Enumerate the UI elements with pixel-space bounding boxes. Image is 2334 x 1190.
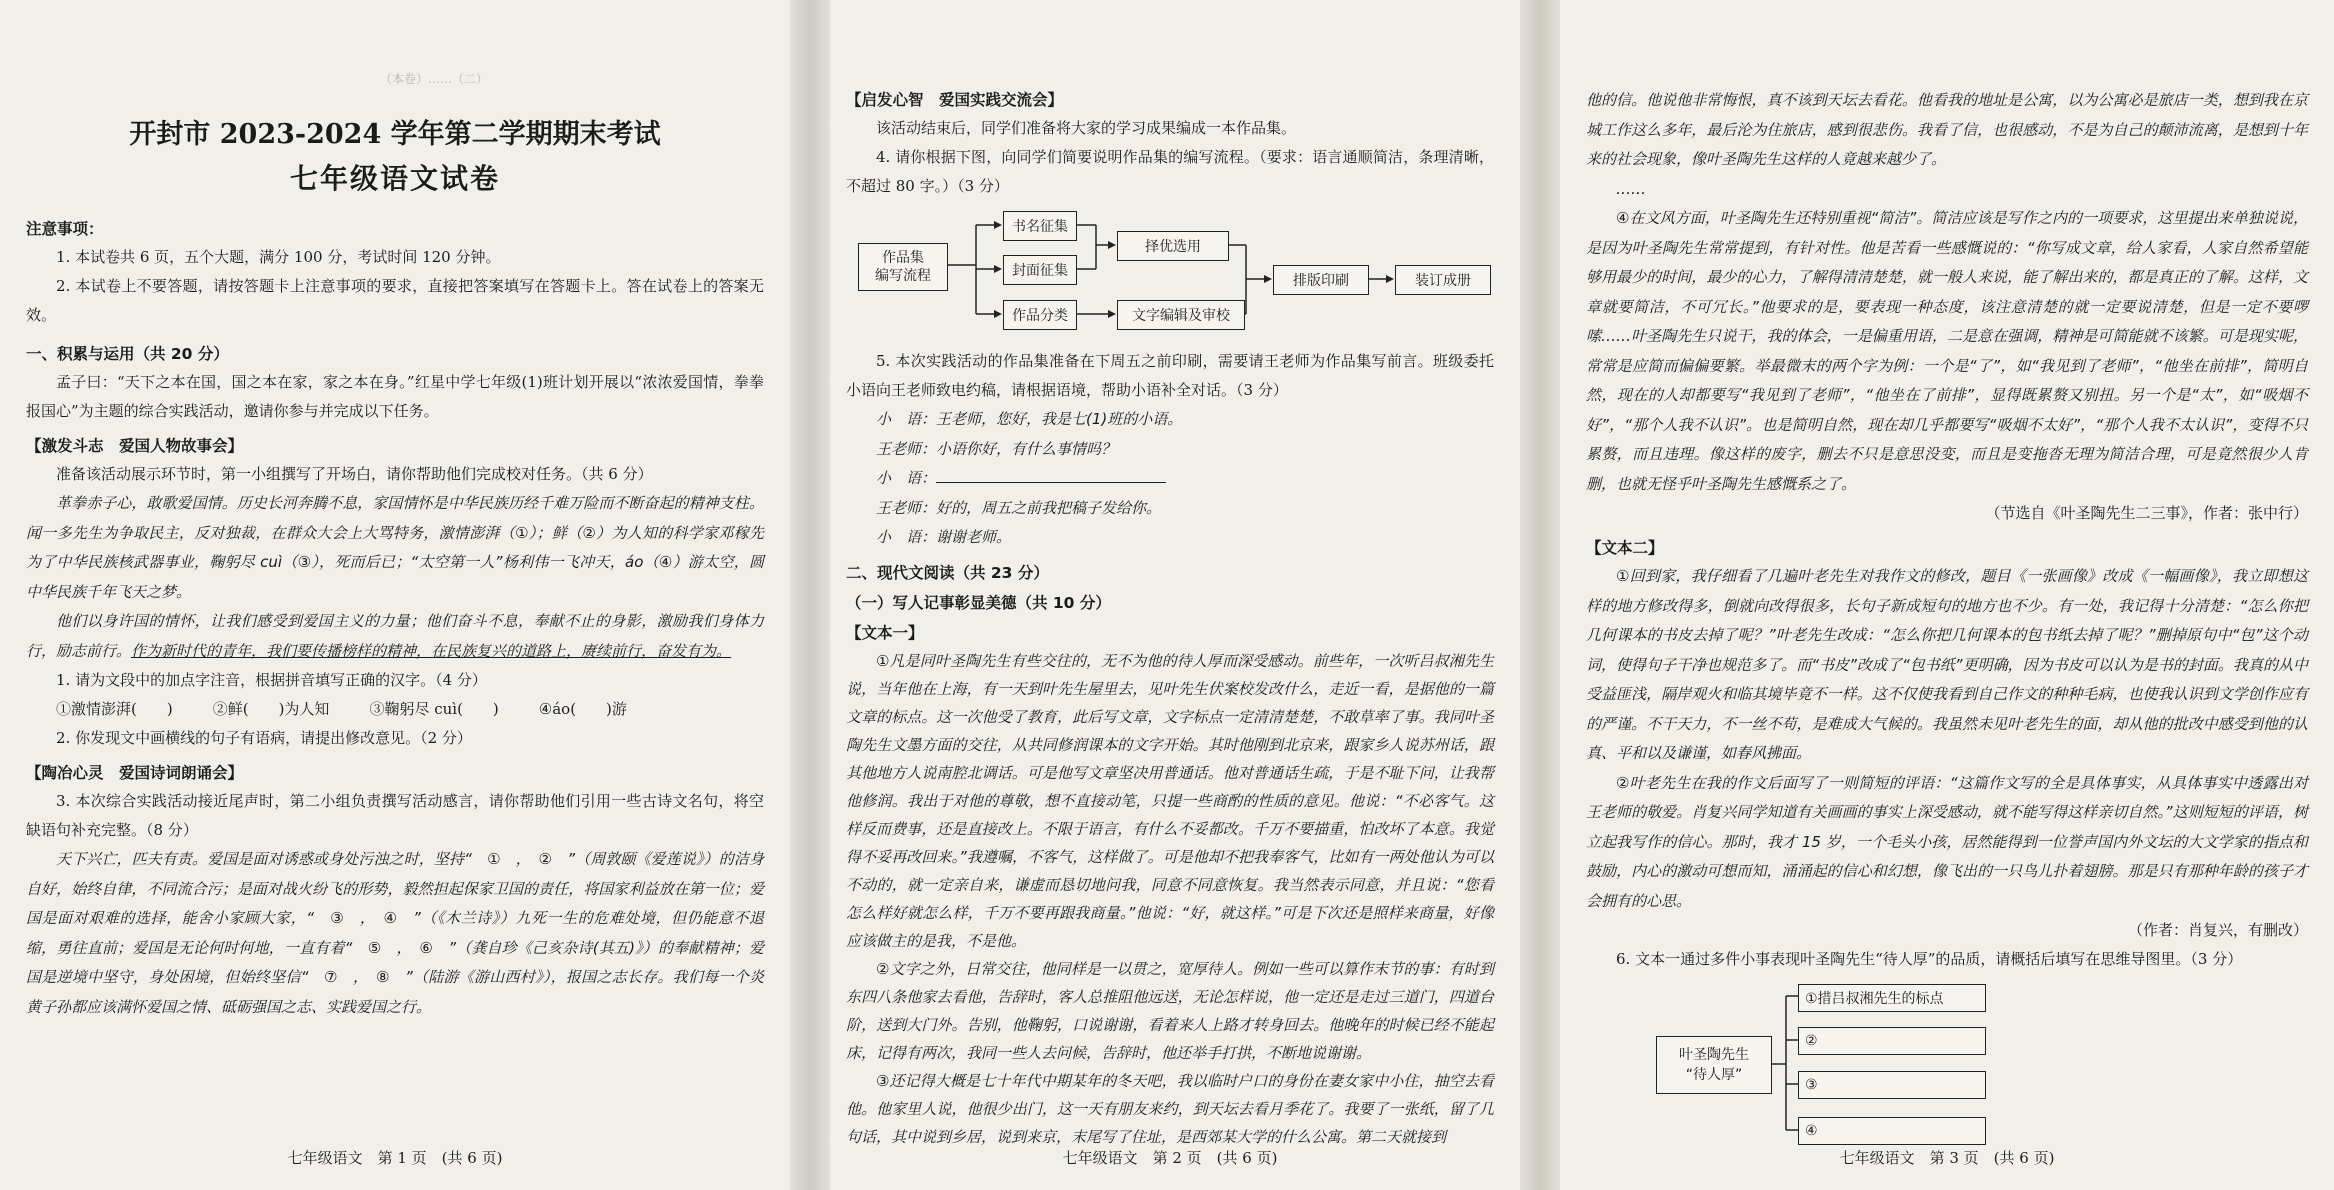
notes-heading: 注意事项： bbox=[26, 220, 104, 238]
page-3-footer: 七年级语文 第 3 页 (共 6 页) bbox=[1839, 1149, 2055, 1167]
q1-item-3: ③鞠躬尽 cuì( ) bbox=[369, 700, 499, 718]
underlined-sentence: 作为新时代的青年，我们要传播榜样的精神，在民族复兴的道路上，赓续前行，奋发有为。 bbox=[131, 641, 732, 660]
page-2-footer: 七年级语文 第 2 页 (共 6 页) bbox=[1062, 1149, 1278, 1167]
task-1-heading: 【激发斗志 爱国人物故事会】 bbox=[26, 437, 244, 455]
dialogue-line-3: 小 语： bbox=[846, 464, 1494, 494]
mind-map-root: 叶圣陶先生 “待人厚” bbox=[1656, 1036, 1772, 1094]
dialogue-line-5: 小 语：谢谢老师。 bbox=[876, 528, 1012, 546]
flow-editing: 文字编辑及审校 bbox=[1117, 300, 1245, 330]
omission-mark: …… bbox=[1616, 179, 1646, 198]
page-2 bbox=[820, 0, 1520, 1190]
story-paragraph-1: 革拳赤子心，敢歌爱国情。历史长河奔腾不息，家国情怀是中华民族历经千难万险而不断奋起的精神支柱。闻一多先生为争取民主，反对独裁，在群众大会上大骂特务，激情澎湃（①）；鲜（②）为人知的科学家邓稼先为了中华民族核武器事业，鞠躬尽 cuì（③），死而后已；“太空第一人”杨利伟一飞冲天，áo（④）游太空，圆中华民族千年飞天之梦。 bbox=[26, 494, 764, 601]
section-1-heading: 一、积累与运用（共 20 分） bbox=[26, 345, 229, 363]
q1-item-2: ②鲜( )为人知 bbox=[212, 700, 330, 718]
dialogue-answer-blank bbox=[936, 468, 1166, 483]
exam-subtitle: 七年级语文试卷 bbox=[289, 162, 500, 195]
faint-bleed-text: （本卷）……（二） bbox=[380, 72, 489, 86]
flow-classification: 作品分类 bbox=[1003, 300, 1077, 330]
text-2-para-2: ②叶老先生在我的作文后面写了一则简短的评语：“这篇作文写的全是具体事实，从具体事实中透露出对王老师的敬爱。肖复兴同学知道有关画画的事实上深受感动，就不能写得这样亲切自然。”这则短短的评语，树立起我写作的信心。那时，我才 15 岁，一个毛头小孩，居然能得到一位誉声国内外文坛的大文学家的指点和鼓励，内心的激动可想而知，涌涌起的信心和幻想，像飞出的一只鸟儿扑着翅膀。那是只有那种年龄的孩子才会拥有的心思。 bbox=[1586, 773, 2308, 910]
dialogue-line-4: 王老师：好的，周五之前我把稿子发给你。 bbox=[876, 498, 1162, 517]
page-3 bbox=[1560, 0, 2334, 1190]
mind-map-item-4: ④ bbox=[1798, 1117, 1986, 1145]
subsection-1-heading: （一）写人记事彰显美德（共 10 分） bbox=[846, 593, 1111, 612]
page-fold-2 bbox=[1520, 0, 1560, 1190]
question-4: 4. 请你根据下图，向同学们简要说明作品集的编写流程。（要求：语言通顺简洁，条理清晰，不超过 80 字。）（3 分） bbox=[846, 148, 1494, 195]
task-2-heading: 【陶冶心灵 爱国诗词朗诵会】 bbox=[26, 764, 244, 782]
q1-item-1: ①激情澎湃( ) bbox=[56, 700, 173, 718]
text-1-para-1: ①凡是同叶圣陶先生有些交往的，无不为他的待人厚而深受感动。前些年，一次听吕叔湘先生说，当年他在上海，有一天到叶先生屋里去，见叶先生伏案校发改什么，走近一看，是据他的一篇文章的标点。这一次他受了教育，此后写文章，文字标点一定清清楚楚，不敢草率了事。我同叶圣陶先生文墨方面的交往，从共同修润课本的文字开始。其时他刚到北京来，跟家乡人说苏州话，跟其他地方人说南腔北调话。可是他写文章坚决用普通话。他对普通话生疏，于是不耻下问，让我帮他修润。我出于对他的尊敬，想不直接动笔，只提一些商酌的性质的意见。他说：“不必客气。这样反而费事，还是直接改上。不限于语言，有什么不妥都改。千万不要描重，怕改坏了本意。我觉得不妥再改回来。”我遵嘱，不客气，这样做了。可是他却不把我奉客气，比如有一两处他认为可以不动的，就一定亲自来，谦虚而恳切地问我，同意不同意恢复。我当然表示同意，并且说：“您看怎么样好就怎么样，千万不要再跟我商量。”他说：“好，就这样。”可是下次还是照样来商量，好像应该做主的是我，不是他。 bbox=[846, 651, 1494, 950]
text-1-para-3: ③还记得大概是七十年代中期某年的冬天吧，我以临时户口的身份在妻女家中小住，抽空去看他。他家里人说，他很少出门，这一天有朋友来约，到天坛去看月季花了。我要了一张纸，留了几句话，其中说到乡居，说到来京，末尾写了住址，是西郊某大学的什么公寓。第二天就接到 bbox=[846, 1071, 1494, 1146]
page-1 bbox=[0, 0, 790, 1190]
note-2: 2. 本试卷上不要答题，请按答题卡上注意事项的要求，直接把答案填写在答题卡上。答在试卷上的答案无效。 bbox=[26, 277, 764, 324]
text-1-para-3-cont: 他的信。他说他非常悔恨，真不该到天坛去看花。他看我的地址是公寓，以为公寓必是旅店一类，想到我在京城工作这么多年，最后沦为住旅店，感到很悲伤。我看了信，也很感动，不是为自己的颠沛流离，是想到十年来的社会现象，像叶圣陶先生这样的人竟越来越少了。 bbox=[1586, 91, 2308, 168]
mind-map-item-3: ③ bbox=[1798, 1071, 1986, 1099]
exam-title: 开封市 2023-2024 学年第二学期期末考试 bbox=[129, 119, 661, 150]
flow-binding: 装订成册 bbox=[1395, 265, 1491, 295]
text-1-para-2: ②文字之外，日常交往，他同样是一以贯之，宽厚待人。例如一些可以算作末节的事：有时到东四八条他家去看他，告辞时，客人总推阻他远送，无论怎样说，他一定还是走过三道门，四道台阶，送到大门外。告别，他鞠躬，口说谢谢，看着来人上路才转身回去。他晚年的时候已经不能起床，记得有两次，我同一些人去问候，告辞时，他还举手打拱，不断地说谢谢。 bbox=[846, 959, 1494, 1062]
question-6: 6. 文本一通过多件小事表现叶圣陶先生“待人厚”的品质，请概括后填写在思维导图里。（3 分） bbox=[1616, 950, 2243, 968]
flow-cover-collection: 封面征集 bbox=[1003, 255, 1077, 285]
mind-map bbox=[1586, 984, 2308, 1144]
flow-printing: 排版印刷 bbox=[1273, 265, 1369, 295]
flowchart bbox=[846, 207, 1494, 337]
flow-title-collection: 书名征集 bbox=[1003, 211, 1077, 241]
q1-item-4: ④áo( )游 bbox=[538, 700, 627, 718]
note-1: 1. 本试卷共 6 页，五个大题，满分 100 分，考试时间 120 分钟。 bbox=[56, 248, 501, 266]
mind-map-item-1: ①措吕叔湘先生的标点 bbox=[1798, 984, 1986, 1012]
dialogue-line-1: 小 语：王老师，您好，我是七(1)班的小语。 bbox=[876, 410, 1183, 428]
section-2-heading: 二、现代文阅读（共 23 分） bbox=[846, 563, 1049, 582]
text-2-para-1: ①回到家，我仔细看了几遍叶老先生对我作文的修改，题目《一张画像》改成《一幅画像》，我立即想这样的地方修改得多，倒就向改得很多，长句子新成短句的地方也不少。有一处，我记得十分清楚：“怎么你把几何课本的书皮去掉了呢？”叶老先生改成：“怎么你把几何课本的包书纸去掉了呢？”删掉原句中“包”这个动词，使得句子干净也规范多了。而“书皮”改成了“包书纸”更明确，因为书皮可以认为是书的封面。我真的从中受益匪浅，隔岸观火和临其境毕竟不一样。这不仅使我看到自己作文的种种毛病，也使我认识到文学创作应有的严谨。不干天力，不一丝不苟，是难成大气候的。我虽然未见叶老先生的面，却从他的批改中感受到他的认真、平和以及谦谨，如春风拂面。 bbox=[1586, 567, 2308, 762]
question-1: 1. 请为文段中的加点字注音，根据拼音填写正确的汉字。（4 分） bbox=[56, 671, 487, 689]
flow-selection: 择优选用 bbox=[1117, 231, 1229, 261]
text-2-label: 【文本二】 bbox=[1586, 539, 1664, 557]
flow-start-box: 作品集 编写流程 bbox=[858, 243, 948, 291]
dialogue-line-2: 王老师：小语你好，有什么事情吗？ bbox=[876, 439, 1117, 458]
text-1-source: （节选自《叶圣陶先生二三事》，作者：张中行） bbox=[1985, 504, 2308, 522]
task-3-heading: 【启发心智 爱国实践交流会】 bbox=[846, 91, 1064, 109]
question-2: 2. 你发现文中画横线的句子有语病，请提出修改意见。（2 分） bbox=[56, 729, 472, 747]
text-1-para-4: ④在文风方面，叶圣陶先生还特别重视“简洁”。简洁应该是写作之内的一项要求，这里提出来单独说说，是因为叶圣陶先生常常提到，有针对性。他是苦看一些感慨说的：“你写成文章，给人家看，人家自然希望能够用最少的时间，最少的心力，了解得清清楚楚，就一般人来说，能了解出来的，都是真正的了解。这样，文章就要简洁，不可冗长。”他要求的是，要表现一种态度，该注意清楚的就一定要说清楚，但是一定不要啰嗦……叶圣陶先生只说干，我的体会，一是偏重用语，二是意在强调，精神是可简能就不该繁。可是现实呢，常常是应简而偏偏要繁。举最微末的两个字为例：一个是“了”，如“我见到了老师”，“他坐在前排”，简明自然，现在的人却都要写“我见到了老师”，“他坐在了前排”，显得既累赘又别扭。另一个是“太”，如“吸烟不好”，“那个人我不认识”。也是简明自然，现在却几乎都要写“吸烟不太好”，“那个人我不太认识”，变得不只累赘，而且违理。像这样的废字，删去不只是意思没变，而且是变拖沓无理为简洁合理，可是竟然很少人肯删，也就无怪乎叶圣陶先生感慨系之了。 bbox=[1586, 209, 2308, 493]
mind-map-item-2: ② bbox=[1798, 1027, 1986, 1055]
question-3: 3. 本次综合实践活动接近尾声时，第二小组负责撰写活动感言，请你帮助他们引用一些古诗文名句，将空缺语句补充完整。（8 分） bbox=[26, 792, 764, 839]
poem-paragraph: 天下兴亡，匹夫有责。爱国是面对诱惑或身处污浊之时，坚持“ ① ， ② ”（周敦颐《爱莲说》）的洁身自好，始终自律，不同流合污；是面对战火纷飞的形势，毅然担起保家卫国的责任，将国家利益放在第一位；爱国是面对艰难的选择，能舍小家顾大家，“ ③ ， ④ ”（《木兰诗》）九死一生的危难处境，但仍能意不退缩，勇往直前；爱国是无论何时何地，一直有着“ ⑤ ， ⑥ ”（龚自珍《己亥杂诗(其五)》）的奉献精神；爱国是逆境中坚守，身处困境，但始终坚信“ ⑦ ， ⑧ ”（陆游《游山西村》），报国之志长存。我们每一个炎黄子孙都应该满怀爱国之情、砥砺强国之志、实践爱国之行。 bbox=[26, 850, 764, 1016]
text-2-author: （作者：肖复兴，有删改） bbox=[2127, 921, 2308, 939]
question-5: 5. 本次实践活动的作品集准备在下周五之前印刷，需要请王老师为作品集写前言。班级委托小语向王老师致电约稿，请根据语境，帮助小语补全对话。（3 分） bbox=[846, 352, 1494, 399]
question-1-items bbox=[26, 695, 764, 724]
task-3-text: 该活动结束后，同学们准备将大家的学习成果编成一本作品集。 bbox=[876, 119, 1297, 137]
page-1-footer: 七年级语文 第 1 页 (共 6 页) bbox=[287, 1149, 503, 1167]
task-1-text: 准备该活动展示环节时，第一小组撰写了开场白，请你帮助他们完成校对任务。（共 6 分） bbox=[56, 465, 653, 483]
text-1-label: 【文本一】 bbox=[846, 623, 924, 642]
story-paragraph-2: 他们以身许国的情怀，让我们感受到爱国主义的力量；他们奋斗不息，奉献不止的身影，激励我们身体力行，励志前行。作为新时代的青年，我们要传播榜样的精神，在民族复兴的道路上，赓续前行，奋发有为。 bbox=[26, 612, 764, 660]
intro-text: 孟子曰：“天下之本在国，国之本在家，家之本在身。”红星中学七年级(1)班计划开展以“浓浓爱国情，拳拳报国心”为主题的综合实践活动，邀请你参与并完成以下任务。 bbox=[26, 373, 764, 420]
